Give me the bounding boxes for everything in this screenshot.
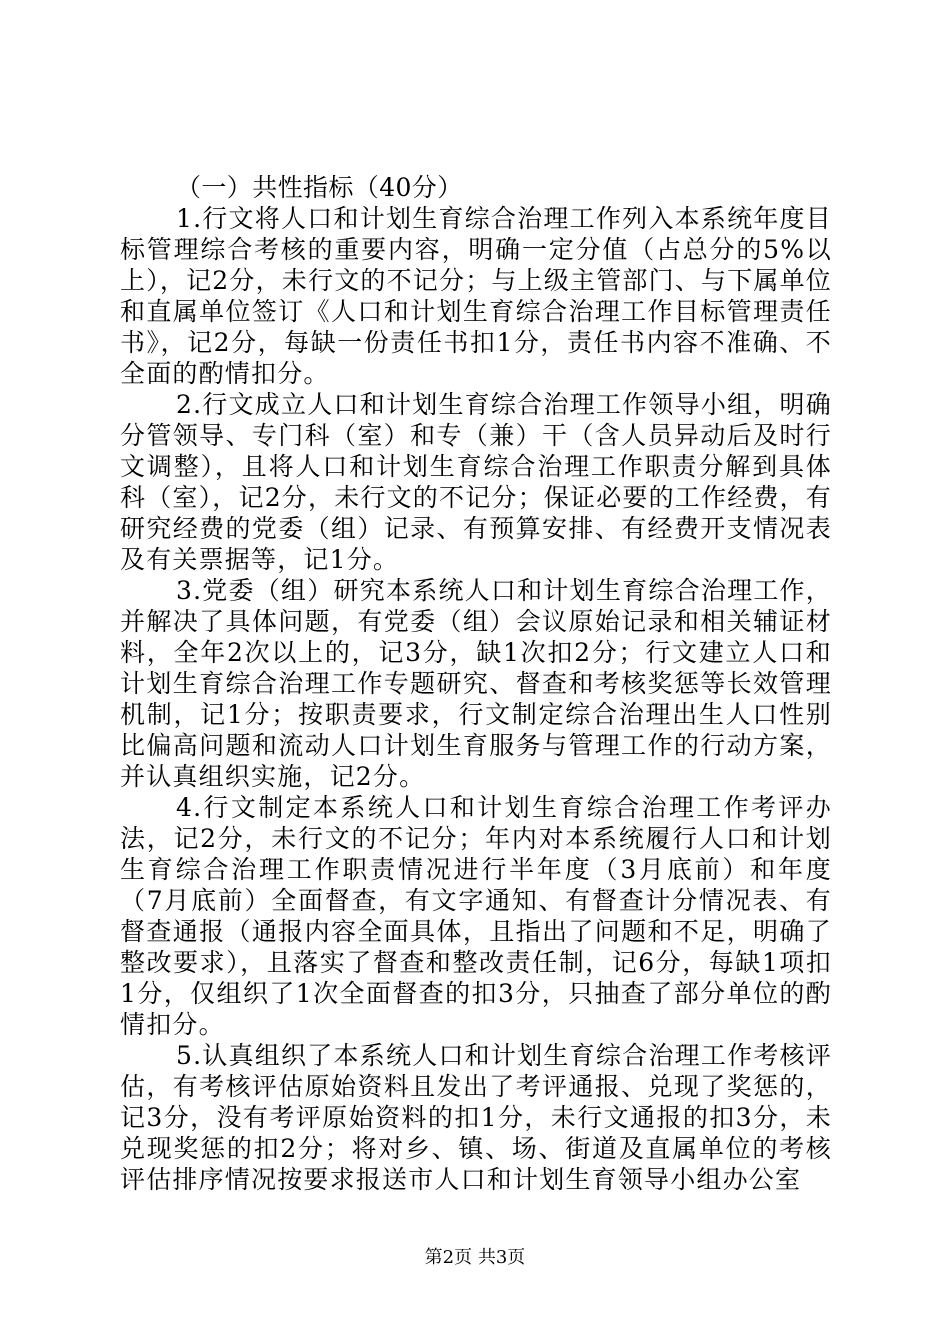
document-body — [120, 172, 832, 1195]
page-footer: 第2页 共3页 — [424, 1247, 526, 1268]
paragraph-3: 3.党委（组）研究本系统人口和计划生育综合治理工作，并解决了具体问题，有党委（组）会议原始记录和相关辅证材料，全年2次以上的，记3分，缺1次扣2分；行文建立人口和计划生育综合治理工作专题研究、督查和考核奖惩等长效管理机制，记1分；按职责要求，行文制定综合治理出生人口性别比偏高问题和流动人口计划生育服务与管理工作的行动方案，并认真组织实施，记2分。 — [120, 576, 832, 791]
paragraph-4: 4.行文制定本系统人口和计划生育综合治理工作考评办法，记2分，未行文的不记分；年内对本系统履行人口和计划生育综合治理工作职责情况进行半年度（3月底前）和年度（7月底前）全面督查，有文字通知、有督查计分情况表、有督查通报（通报内容全面具体，且指出了问题和不足，明确了整改要求），且落实了督查和整改责任制，记6分，每缺1项扣1分，仅组织了1次全面督查的扣3分，只抽查了部分单位的酌情扣分。 — [120, 793, 832, 1039]
paragraph-2: 2.行文成立人口和计划生育综合治理工作领导小组，明确分管领导、专门科（室）和专（兼）干（含人员异动后及时行文调整），且将人口和计划生育综合治理工作职责分解到具体科（室），记2分，未行文的不记分；保证必要的工作经费，有研究经费的党委（组）记录、有预算安排、有经费开支情况表及有关票据等，记1分。 — [120, 390, 833, 574]
paragraph-1: 1.行文将人口和计划生育综合治理工作列入本系统年度目标管理综合考核的重要内容，明确一定分值（占总分的5%以上），记2分，未行文的不记分；与上级主管部门、与下属单位和直属单位签订《人口和计划生育综合治理工作目标管理责任书》，记2分，每缺一份责任书扣1分，责任书内容不准确、不全面的酌情扣分。 — [120, 204, 833, 388]
section-heading: （一）共性指标（40分） — [176, 173, 463, 202]
paragraph-5: 5.认真组织了本系统人口和计划生育综合治理工作考核评估，有考核评估原始资料且发出了考评通报、兑现了奖惩的，记3分，没有考评原始资料的扣1分，未行文通报的扣3分，未兑现奖惩的扣2分；将对乡、镇、场、街道及直属单位的考核评估排序情况按要求报送市人口和计划生育领导小组办公室 — [120, 1041, 832, 1194]
